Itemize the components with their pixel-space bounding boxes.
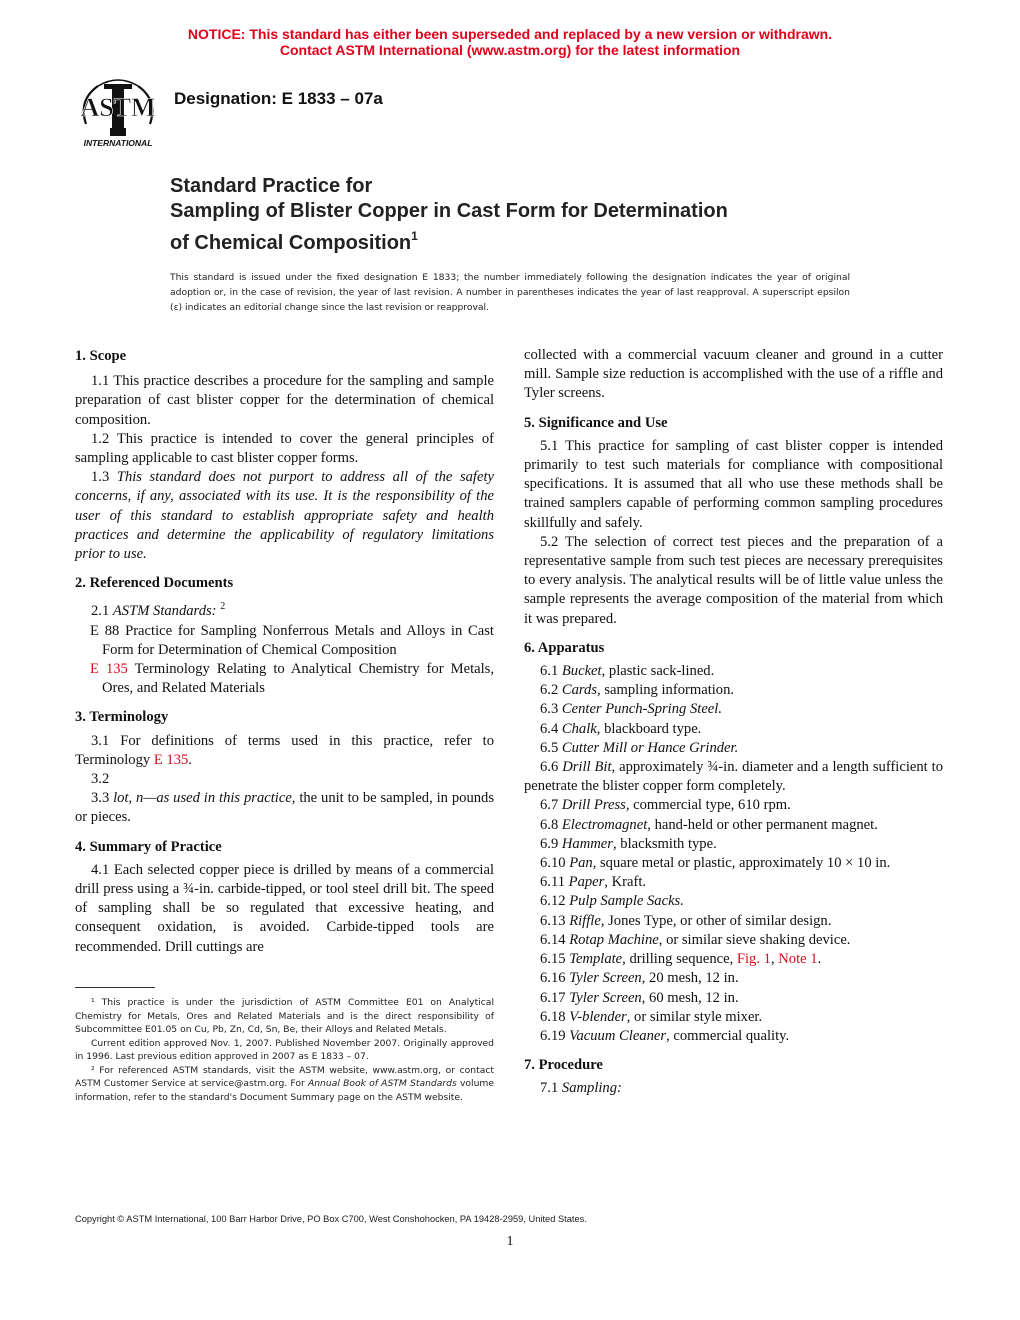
apparatus-item-number: 6.7 xyxy=(540,797,562,814)
lot-term: lot, n—as used in this practice, xyxy=(113,790,296,807)
notice-line-2: Contact ASTM International (www.astm.org) for the latest information xyxy=(279,42,741,58)
apparatus-item-template-number: 6.15 xyxy=(540,951,570,968)
logo-letters: ASTM xyxy=(80,93,156,122)
title-line-1: Standard Practice for xyxy=(170,175,373,197)
apparatus-item-term: Center Punch-Spring Steel. xyxy=(561,701,722,718)
left-column xyxy=(75,346,494,957)
apparatus-item-term: Chalk xyxy=(561,720,597,737)
section-heading-apparatus: 6. Apparatus xyxy=(524,639,605,656)
paragraph-1-3-number: 1.3 xyxy=(91,469,117,486)
apparatus-item-term: Tyler Screen xyxy=(569,989,642,1006)
apparatus-item-term: Drill Bit xyxy=(562,759,612,776)
issuance-note: This standard is issued under the fixed designation E 1833; the number immediately following the designation indicates the year of original adoption or, in the case of revision, the year of last revision. A number in parentheses indicates the year of last reapproval. A superscript epsilon (ε) indicates an editorial change since the last revision or reapproval. xyxy=(170,272,850,313)
apparatus-item-number: 6.5 xyxy=(540,739,562,756)
section-heading-terminology: 3. Terminology xyxy=(75,709,169,726)
reference-e135-text: Terminology Relating to Analytical Chemistry for Metals, Ores, and Related Materials xyxy=(102,660,494,697)
apparatus-item-number: 6.8 xyxy=(540,816,562,833)
apparatus-item xyxy=(524,835,943,854)
apparatus-item-number: 6.12 xyxy=(540,893,570,910)
apparatus-item-term: Cutter Mill or Hance Grinder. xyxy=(561,739,739,756)
notice-banner xyxy=(0,26,1020,58)
footnote-2-text-b: volume information, refer to the standard's Document Summary page on the ASTM website. xyxy=(75,1078,494,1103)
figure-1-link[interactable]: Fig. 1 xyxy=(736,951,771,968)
apparatus-item-number: 6.14 xyxy=(540,931,570,948)
apparatus-item-number: 6.6 xyxy=(540,759,563,776)
section-heading-scope: 1. Scope xyxy=(75,348,127,364)
apparatus-item-term: Bucket xyxy=(561,663,602,680)
apparatus-item-template-term: Template xyxy=(569,951,623,968)
reference-e135-link[interactable]: E 135 xyxy=(90,660,128,677)
apparatus-item-number: 6.2 xyxy=(540,682,562,699)
apparatus-list xyxy=(524,662,943,950)
paragraph-3-2: 3.2 xyxy=(91,770,110,787)
apparatus-item-number: 6.19 xyxy=(540,1027,570,1044)
paragraph-2-1 xyxy=(75,597,494,621)
apparatus-item-text: , commercial type, 610 rpm. xyxy=(625,797,791,814)
paragraph-3-1 xyxy=(75,732,494,770)
apparatus-item-number: 6.10 xyxy=(540,855,570,872)
apparatus-item xyxy=(524,662,943,681)
paragraph-1-3-text: This standard does not purport to address all of the safety concerns, if any, associated with its use. It is the responsibility of the user of this standard to establish appropriate safety and health practices and determine the applicability of regulatory limitations prior to use. xyxy=(75,469,494,563)
paragraph-1-3 xyxy=(75,468,494,564)
sampling-term: Sampling: xyxy=(561,1080,622,1097)
note-1-link[interactable]: Note 1 xyxy=(778,951,818,968)
apparatus-item-text: , or similar style mixer. xyxy=(626,1008,763,1025)
footnote-1-edition: Current edition approved Nov. 1, 2007. Published November 2007. Originally approved in 1996. Last previous edition approved in 2007 as E 1833 – 07. xyxy=(75,1037,494,1062)
apparatus-item-text: , blackboard type. xyxy=(596,720,702,737)
footnote-2 xyxy=(75,1064,494,1105)
paragraph-3-3-number: 3.3 xyxy=(91,790,114,807)
apparatus-item-text: , plastic sack-lined. xyxy=(601,663,715,680)
apparatus-item xyxy=(524,989,943,1008)
apparatus-item-number: 6.3 xyxy=(540,701,562,718)
section-heading-significance: 5. Significance and Use xyxy=(524,414,668,431)
apparatus-item-text: , Kraft. xyxy=(604,874,647,891)
apparatus-item-template-separator: , xyxy=(770,951,779,968)
page-number: 1 xyxy=(506,1234,514,1249)
apparatus-item-term: Drill Press xyxy=(561,797,626,814)
apparatus-item xyxy=(524,873,943,892)
apparatus-item xyxy=(524,912,943,931)
section-heading-summary: 4. Summary of Practice xyxy=(75,838,222,855)
terminology-e135-link[interactable]: E 135 xyxy=(153,751,189,768)
apparatus-item-number: 6.18 xyxy=(540,1008,570,1025)
apparatus-item-term: Rotap Machine xyxy=(569,931,659,948)
apparatus-item-text: , square metal or plastic, approximately 10 × 10 in. xyxy=(592,855,891,872)
apparatus-item-text: , Jones Type, or other of similar design. xyxy=(600,912,832,929)
apparatus-item xyxy=(524,1027,943,1046)
right-column xyxy=(524,346,943,1099)
designation: Designation: E 1833 – 07a xyxy=(174,89,383,108)
title-line-3-text: of Chemical Composition xyxy=(170,232,412,254)
paragraph-2-1-number: 2.1 xyxy=(91,603,113,620)
apparatus-item xyxy=(524,931,943,950)
apparatus-item-template-end: . xyxy=(817,951,822,968)
footnote-mark-2[interactable]: 2 xyxy=(220,601,226,613)
footnote-1: ¹ This practice is under the jurisdiction of ASTM Committee E01 on Analytical Chemistry for Metals, Ores and Related Materials and is the direct responsibility of Subcommittee E01.05 on Cu, Pb, Zn, Cd, Sn, Be, their Alloys and Related Metals. xyxy=(75,997,494,1035)
paragraph-1-2: 1.2 This practice is intended to cover the general principles of sampling applicable to cast blister copper forms. xyxy=(75,430,494,467)
paragraph-3-1-end: . xyxy=(188,751,192,768)
apparatus-item-term: Paper xyxy=(568,874,605,891)
apparatus-item xyxy=(524,758,943,796)
paragraph-7-1 xyxy=(524,1079,943,1098)
paragraph-5-2: 5.2 The selection of correct test pieces and the preparation of a representative sample from such test pieces are necessary prerequisites to every analysis. The analytical results will be of little value unless the sample represents the average composition of the material from which it was prepared. xyxy=(524,533,943,627)
apparatus-item xyxy=(524,739,943,758)
apparatus-item-number: 6.1 xyxy=(540,663,562,680)
apparatus-item-term: Hammer xyxy=(561,835,613,852)
apparatus-item-term: Pan xyxy=(569,855,593,872)
apparatus-item xyxy=(524,681,943,700)
astm-logo xyxy=(76,76,160,150)
paragraph-3-3 xyxy=(75,789,494,827)
apparatus-item-template-text: , drilling sequence, xyxy=(622,951,737,968)
apparatus-item-text: , 20 mesh, 12 in. xyxy=(641,970,739,987)
footnote-2-text-a: ² For referenced ASTM standards, visit the ASTM website, www.astm.org, or contact ASTM Customer Service at service@astm.org. For xyxy=(75,1064,494,1089)
apparatus-item-template xyxy=(524,950,943,969)
title-footnote-mark[interactable]: 1 xyxy=(411,229,418,243)
section-heading-procedure: 7. Procedure xyxy=(524,1057,603,1074)
apparatus-item-term: Electromagnet xyxy=(561,816,648,833)
apparatus-item-term: Riffle xyxy=(569,912,601,929)
apparatus-item xyxy=(524,969,943,988)
apparatus-item-text: , commercial quality. xyxy=(666,1027,790,1044)
apparatus-item-text: , or similar sieve shaking device. xyxy=(658,931,851,948)
section-heading-referenced-documents: 2. Referenced Documents xyxy=(75,575,234,592)
apparatus-item-number: 6.4 xyxy=(540,720,562,737)
apparatus-item-term: Tyler Screen xyxy=(569,970,642,987)
apparatus-item-term: V-blender xyxy=(569,1008,627,1025)
apparatus-item-term: Pulp Sample Sacks. xyxy=(569,893,684,910)
paragraph-1-1: 1.1 This practice describes a procedure for the sampling and sample preparation of cast blister copper for the determination of chemical composition. xyxy=(75,373,494,428)
apparatus-item xyxy=(524,796,943,815)
paragraph-3-1-text: 3.1 For definitions of terms used in this practice, refer to Terminology xyxy=(75,732,494,768)
paragraph-3-3-text: the unit to be sampled, in pounds or pieces. xyxy=(75,790,495,826)
apparatus-item-number: 6.16 xyxy=(540,970,570,987)
apparatus-item-number: 6.13 xyxy=(540,912,570,929)
notice-line-1: NOTICE: This standard has either been superseded and replaced by a new version or withdrawn. xyxy=(187,26,833,42)
apparatus-item-term: Cards xyxy=(561,682,598,699)
paragraph-5-1: 5.1 This practice for sampling of cast blister copper is intended primarily to test such materials for compliance with compositional specifications. It is assumed that all who use these methods shall be trained samplers capable of performing common sampling procedures skillfully and safely. xyxy=(524,437,943,531)
title-line-2: Sampling of Blister Copper in Cast Form for Determination xyxy=(170,200,728,222)
apparatus-item xyxy=(524,816,943,835)
copyright-notice: Copyright © ASTM International, 100 Barr Harbor Drive, PO Box C700, West Conshohocken, PA 19428-2959, United States. xyxy=(75,1214,587,1224)
apparatus-item-term: Vacuum Cleaner xyxy=(569,1027,667,1044)
title-line-3 xyxy=(170,224,890,256)
paragraph-7-1-number: 7.1 xyxy=(540,1080,562,1097)
logo-caption: INTERNATIONAL xyxy=(83,138,153,148)
reference-e88: E 88 Practice for Sampling Nonferrous Metals and Alloys in Cast Form for Determination of Chemical Composition xyxy=(90,622,494,658)
apparatus-list-continued xyxy=(524,969,943,1046)
apparatus-item xyxy=(524,892,943,911)
footnote-divider xyxy=(75,987,155,988)
paragraph-4-1: 4.1 Each selected copper piece is drilled by means of a commercial drill press using a ¾-in. carbide-tipped, or tool steel drill bit. The speed of sampling shall be so regulated that excessive heating, and consequent oxidation, is avoided. Carbide-tipped tools are recommended. Drill cuttings are xyxy=(75,861,494,955)
footnotes xyxy=(75,996,494,1104)
document-title xyxy=(170,174,890,256)
apparatus-item-text: , blacksmith type. xyxy=(612,835,717,852)
apparatus-item-number: 6.17 xyxy=(540,989,570,1006)
paragraph-4-1-continued: collected with a commercial vacuum cleaner and ground in a cutter mill. Sample size reduction is accomplished with the use of a riffle and Tyler screens. xyxy=(524,347,943,402)
apparatus-item-number: 6.9 xyxy=(540,835,562,852)
astm-logo-icon xyxy=(76,76,160,150)
apparatus-item-text: , sampling information. xyxy=(597,682,735,699)
reference-e135 xyxy=(75,660,494,698)
apparatus-item xyxy=(524,1008,943,1027)
apparatus-item xyxy=(524,854,943,873)
footnote-2-book-title: Annual Book of ASTM Standards xyxy=(307,1078,457,1089)
apparatus-item xyxy=(524,700,943,719)
apparatus-item xyxy=(524,720,943,739)
apparatus-item-text: , approximately ¾-in. diameter and a length sufficient to penetrate the blister copper form completely. xyxy=(524,759,944,795)
apparatus-item-text: , 60 mesh, 12 in. xyxy=(641,989,739,1006)
apparatus-item-text: , hand-held or other permanent magnet. xyxy=(647,816,878,833)
apparatus-item-number: 6.11 xyxy=(540,874,569,891)
astm-standards-label: ASTM Standards: xyxy=(112,603,217,620)
